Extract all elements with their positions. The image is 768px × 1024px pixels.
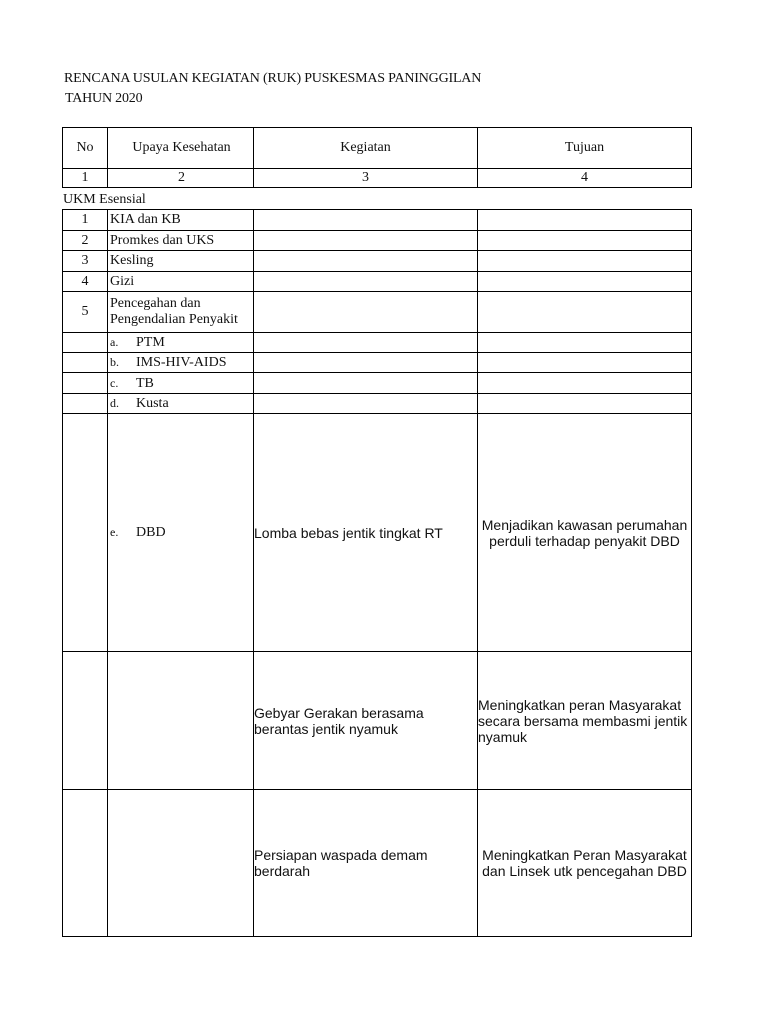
table-row bbox=[63, 251, 692, 272]
kegiatan-cell bbox=[254, 231, 478, 251]
table-row bbox=[63, 210, 692, 231]
tujuan-cell bbox=[478, 373, 692, 394]
table-row bbox=[63, 394, 692, 414]
document-year: TAHUN 2020 bbox=[65, 91, 143, 106]
row-number: 3 bbox=[63, 251, 108, 272]
kegiatan-cell bbox=[254, 394, 478, 414]
upaya-cell bbox=[108, 373, 254, 394]
row-number: 4 bbox=[63, 272, 108, 292]
sub-item-label: Kusta bbox=[136, 396, 169, 411]
sub-letter: e. bbox=[110, 525, 119, 539]
sub-letter: d. bbox=[110, 396, 119, 410]
table-row bbox=[63, 231, 692, 251]
kegiatan-cell bbox=[254, 353, 478, 373]
tujuan-cell bbox=[478, 272, 692, 292]
row-number bbox=[63, 333, 108, 353]
kegiatan-cell: Lomba bebas jentik tingkat RT bbox=[254, 414, 478, 652]
row-number bbox=[63, 373, 108, 394]
upaya-cell bbox=[108, 292, 254, 333]
kegiatan-cell bbox=[254, 333, 478, 353]
header-upaya: Upaya Kesehatan bbox=[108, 128, 254, 169]
kegiatan-cell bbox=[254, 210, 478, 231]
colnum-4: 4 bbox=[478, 169, 692, 188]
sub-item-label: TB bbox=[136, 375, 154, 391]
row-number bbox=[63, 353, 108, 373]
row-number: 1 bbox=[63, 210, 108, 231]
row-number bbox=[63, 652, 108, 790]
table-row bbox=[63, 373, 692, 394]
sub-letter: b. bbox=[110, 355, 119, 369]
tujuan-cell bbox=[478, 394, 692, 414]
colnum-1: 1 bbox=[63, 169, 108, 188]
document-title: RENCANA USULAN KEGIATAN (RUK) PUSKESMAS PANINGGILAN bbox=[64, 71, 482, 86]
upaya-cell bbox=[108, 394, 254, 414]
kegiatan-cell bbox=[254, 292, 478, 333]
kegiatan-cell bbox=[254, 373, 478, 394]
tujuan-cell bbox=[478, 292, 692, 333]
upaya-cell bbox=[108, 414, 254, 652]
kegiatan-cell bbox=[254, 251, 478, 272]
header-row bbox=[63, 128, 692, 169]
row-number bbox=[63, 394, 108, 414]
table-row bbox=[63, 652, 692, 790]
table-row bbox=[63, 353, 692, 373]
table-row bbox=[63, 790, 692, 937]
upaya-cell bbox=[108, 353, 254, 373]
tujuan-cell bbox=[478, 333, 692, 353]
column-number-row bbox=[63, 169, 692, 188]
header-table bbox=[62, 127, 692, 188]
row-number: 5 bbox=[63, 292, 108, 333]
upaya-cell: Gizi bbox=[108, 272, 254, 292]
sub-item-label: PTM bbox=[136, 335, 165, 350]
upaya-cell: Promkes dan UKS bbox=[108, 231, 254, 251]
upaya-cell: Kesling bbox=[108, 251, 254, 272]
header-no: No bbox=[63, 128, 108, 169]
upaya-cell bbox=[108, 652, 254, 790]
upaya-cell bbox=[108, 790, 254, 937]
table-row bbox=[63, 272, 692, 292]
colnum-3: 3 bbox=[254, 169, 478, 188]
header-tujuan: Tujuan bbox=[478, 128, 692, 169]
row-number bbox=[63, 414, 108, 652]
sub-item-label: DBD bbox=[136, 525, 166, 540]
colnum-2: 2 bbox=[108, 169, 254, 188]
tujuan-cell bbox=[478, 210, 692, 231]
table-row bbox=[63, 333, 692, 353]
table-row bbox=[63, 292, 692, 333]
tujuan-cell bbox=[478, 231, 692, 251]
upaya-cell: KIA dan KB bbox=[108, 210, 254, 231]
section-label: UKM Esensial bbox=[63, 192, 146, 207]
upaya-line-2: Pengendalian Penyakit bbox=[110, 312, 238, 327]
kegiatan-cell: Gebyar Gerakan berasama berantas jentik nyamuk bbox=[254, 652, 478, 790]
tujuan-cell: Meningkatkan peran Masyarakat secara bersama membasmi jentik nyamuk bbox=[478, 652, 692, 790]
tujuan-cell: Menjadikan kawasan perumahan perduli terhadap penyakit DBD bbox=[478, 414, 692, 652]
activity-table bbox=[62, 209, 692, 937]
sub-letter: a. bbox=[110, 335, 119, 349]
kegiatan-cell bbox=[254, 272, 478, 292]
header-kegiatan: Kegiatan bbox=[254, 128, 478, 169]
sub-item-label: IMS-HIV-AIDS bbox=[136, 355, 227, 370]
sub-letter: c. bbox=[110, 375, 119, 390]
upaya-line-1: Pencegahan dan bbox=[110, 296, 201, 311]
table-row bbox=[63, 414, 692, 652]
row-number: 2 bbox=[63, 231, 108, 251]
kegiatan-cell: Persiapan waspada demam berdarah bbox=[254, 790, 478, 937]
tujuan-cell bbox=[478, 251, 692, 272]
upaya-cell bbox=[108, 333, 254, 353]
row-number bbox=[63, 790, 108, 937]
tujuan-cell bbox=[478, 353, 692, 373]
tujuan-cell: Meningkatkan Peran Masyarakat dan Linsek utk pencegahan DBD bbox=[478, 790, 692, 937]
